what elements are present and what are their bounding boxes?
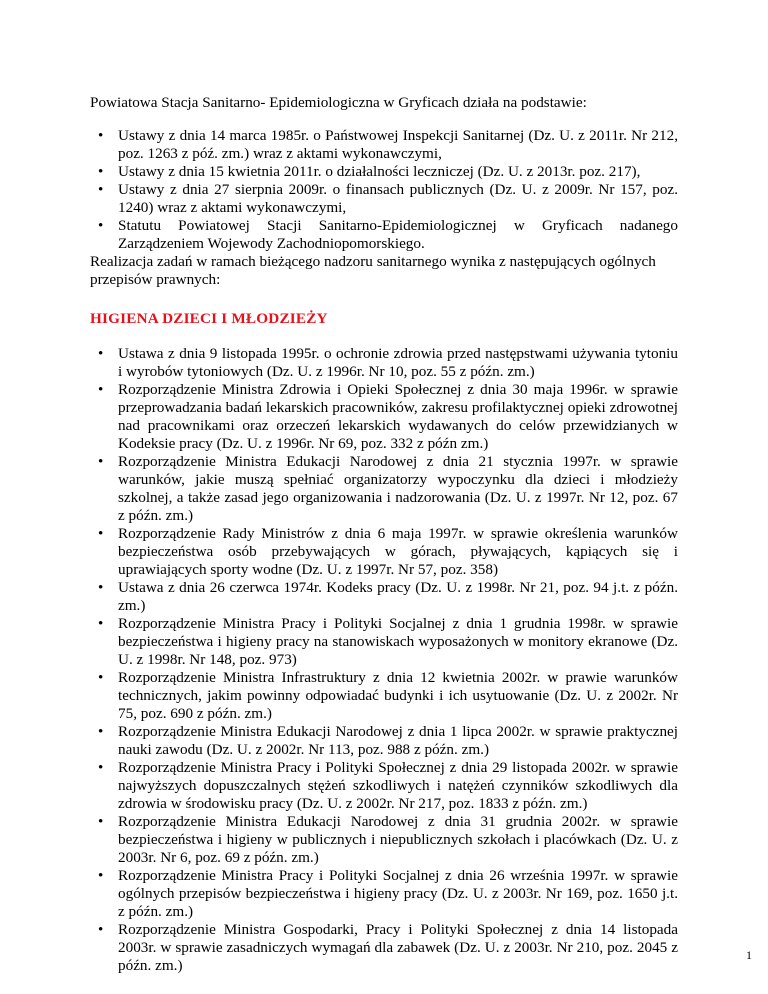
regulation-item: • Ustawa z dnia 26 czerwca 1974r. Kodeks pracy (Dz. U. z 1998r. Nr 21, poz. 94 j.t. z późn. zm.) (118, 579, 678, 615)
basis-list (90, 127, 678, 253)
basis-item: • Statutu Powiatowej Stacji Sanitarno-Epidemiologicznej w Gryficach nadanego Zarządzeniem Wojewody Zachodniopomorskiego. (118, 217, 678, 253)
regulation-item: • Rozporządzenie Ministra Edukacji Narodowej z dnia 31 grudnia 2002r. w sprawie bezpieczeństwa i higieny w publicznych i niepublicznych szkołach i placówkach (Dz. U. z 2003r. Nr 6, poz. 69 z późn. zm.) (118, 813, 678, 867)
page-number: 1 (746, 948, 752, 962)
intro-paragraph: Powiatowa Stacja Sanitarno- Epidemiologiczna w Gryficach działa na podstawie: (90, 94, 587, 111)
regulation-item: • Rozporządzenie Ministra Zdrowia i Opieki Społecznej z dnia 30 maja 1996r. w sprawie przeprowadzania badań lekarskich pracowników, zakresu profilaktycznej opieki zdrowotnej nad pracownikami oraz orzeczeń lekarskich wydawanych do celów przewidzianych w Kodeksie pracy (Dz. U. z 1996r. Nr 69, poz. 332 z późn zm.) (118, 381, 678, 453)
basis-item: • Ustawy z dnia 27 sierpnia 2009r. o finansach publicznych (Dz. U. z 2009r. Nr 157, poz. 1240) wraz z aktami wykonawczymi, (118, 181, 678, 217)
basis-item: • Ustawy z dnia 15 kwietnia 2011r. o działalności leczniczej (Dz. U. z 2013r. poz. 217), (118, 163, 678, 181)
regulation-item: • Ustawa z dnia 9 listopada 1995r. o ochronie zdrowia przed następstwami używania tytoniu i wyrobów tytoniowych (Dz. U. z 1996r. Nr 10, poz. 55 z późn. zm.) (118, 345, 678, 381)
regulation-item: • Rozporządzenie Ministra Pracy i Polityki Socjalnej z dnia 26 września 1997r. w sprawie ogólnych przepisów bezpieczeństwa i higieny pracy (Dz. U. z 2003r. Nr 169, poz. 1650 j.t. z późn. zm.) (118, 867, 678, 921)
regulation-item: • Rozporządzenie Ministra Infrastruktury z dnia 12 kwietnia 2002r. w prawie warunków technicznych, jakim powinny odpowiadać budynki i ich usytuowanie (Dz. U. z 2002r. Nr 75, poz. 690 z późn. zm.) (118, 669, 678, 723)
regulation-item: • Rozporządzenie Ministra Pracy i Polityki Społecznej z dnia 29 listopada 2002r. w sprawie najwyższych dopuszczalnych stężeń szkodliwych i natężeń czynników szkodliwych dla zdrowia w środowisku pracy (Dz. U. z 2002r. Nr 217, poz. 1833 z późn. zm.) (118, 759, 678, 813)
document-page (90, 94, 678, 975)
section-title: HIGIENA DZIECI I MŁODZIEŻY (90, 310, 328, 327)
regulation-item: • Rozporządzenie Ministra Edukacji Narodowej z dnia 1 lipca 2002r. w sprawie praktycznej nauki zawodu (Dz. U. z 2002r. Nr 113, poz. 988 z późn. zm.) (118, 723, 678, 759)
regulation-item: • Rozporządzenie Ministra Pracy i Polityki Socjalnej z dnia 1 grudnia 1998r. w sprawie bezpieczeństwa i higieny pracy na stanowiskach wyposażonych w monitory ekranowe (Dz. U. z 1998r. Nr 148, poz. 973) (118, 615, 678, 669)
lead-paragraph: Realizacja zadań w ramach bieżącego nadzoru sanitarnego wynika z następujących ogólnych przepisów prawnych: (90, 253, 656, 288)
regulation-item: • Rozporządzenie Rady Ministrów z dnia 6 maja 1997r. w sprawie określenia warunków bezpieczeństwa osób przebywających w górach, pływających, kąpiących się i uprawiających sporty wodne (Dz. U. z 1997r. Nr 57, poz. 358) (118, 525, 678, 579)
regulation-item: • Rozporządzenie Ministra Gospodarki, Pracy i Polityki Społecznej z dnia 14 listopada 2003r. w sprawie zasadniczych wymagań dla zabawek (Dz. U. z 2003r. Nr 210, poz. 2045 z późn. zm.) (118, 921, 678, 975)
basis-item: • Ustawy z dnia 14 marca 1985r. o Państwowej Inspekcji Sanitarnej (Dz. U. z 2011r. Nr 212, poz. 1263 z póź. zm.) wraz z aktami wykonawczymi, (118, 127, 678, 163)
regulations-list (90, 345, 678, 975)
regulation-item: • Rozporządzenie Ministra Edukacji Narodowej z dnia 21 stycznia 1997r. w sprawie warunków, jakie muszą spełniać organizatorzy wypoczynku dla dzieci i młodzieży szkolnej, a także zasad jego organizowania i nadzorowania (Dz. U. z 1997r. Nr 12, poz. 67 z późn. zm.) (118, 453, 678, 525)
